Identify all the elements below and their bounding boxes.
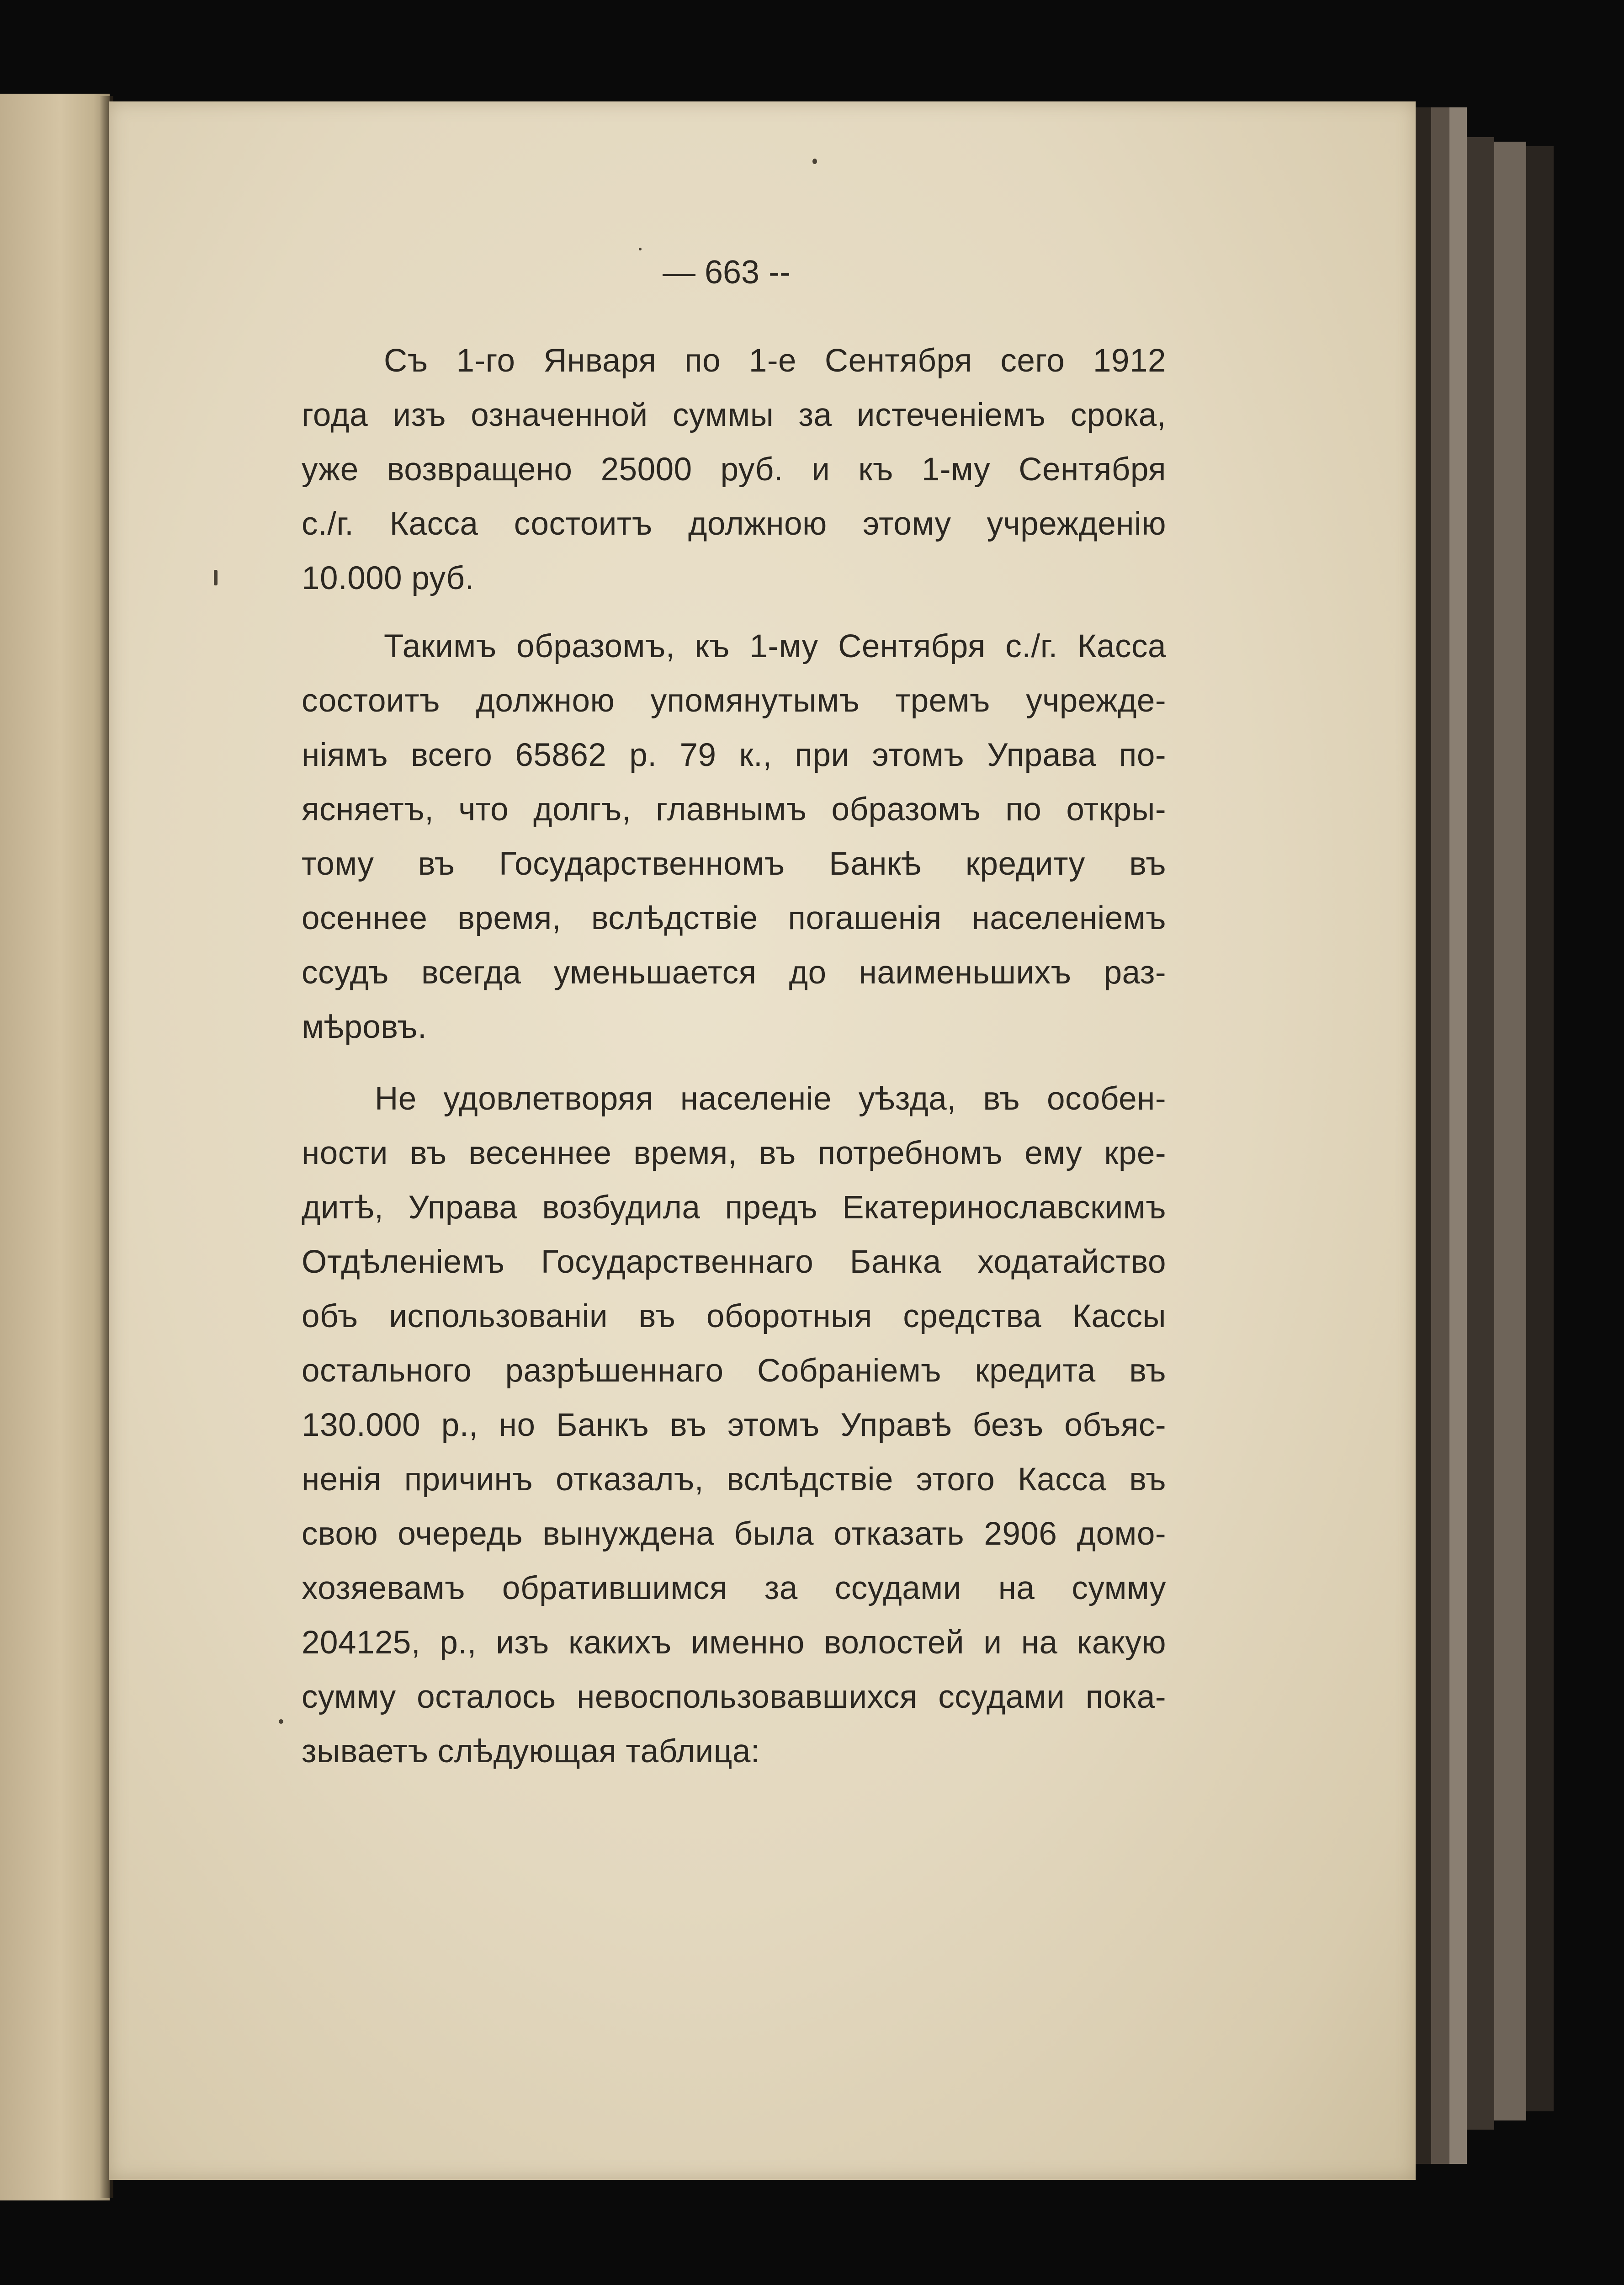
text-line: ніямъ всего 65862 р. 79 к., при этомъ Управа по- xyxy=(302,737,1166,773)
text-line: уже возвращено 25000 руб. и къ 1-му Сентября xyxy=(302,452,1166,488)
paragraph-3 xyxy=(302,1072,1166,1779)
paragraph-2 xyxy=(302,619,1166,1054)
page-edge xyxy=(1449,107,1467,2164)
text-line: 10.000 руб. xyxy=(302,560,474,596)
page-edge xyxy=(1416,107,1431,2164)
text-line: объ использованіи въ оборотныя средства Кассы xyxy=(302,1298,1166,1334)
text-line: ясняетъ, что долгъ, главнымъ образомъ по откры- xyxy=(302,792,1166,828)
left-page-edge xyxy=(0,94,110,2200)
text-line: мѣровъ. xyxy=(302,1009,427,1045)
text-line: остального разрѣшеннаго Собраніемъ кредита въ xyxy=(302,1353,1166,1389)
text-line: с./г. Касса состоитъ должною этому учрежденію xyxy=(302,506,1166,542)
text-line: ссудъ всегда уменьшается до наименьшихъ раз- xyxy=(302,955,1166,991)
ink-speck xyxy=(639,248,642,250)
text-line: осеннее время, вслѣдствіе погашенія населеніемъ xyxy=(302,900,1166,936)
text-line: года изъ означенной суммы за истеченіемъ срока, xyxy=(302,397,1166,433)
page-edge xyxy=(1467,137,1494,2130)
text-line: дитѣ, Управа возбудила предъ Екатеринославскимъ xyxy=(302,1190,1166,1226)
text-line: Отдѣленіемъ Государственнаго Банка ходатайство xyxy=(302,1244,1166,1280)
ink-speck xyxy=(279,1719,283,1724)
text-line: Такимъ образомъ, къ 1-му Сентября с./г. Касса xyxy=(384,628,1166,664)
text-line: ности въ весеннее время, въ потребномъ ему кре- xyxy=(302,1135,1166,1171)
text-line: ненія причинъ отказалъ, вслѣдствіе этого Касса въ xyxy=(302,1461,1166,1498)
text-line: свою очередь вынуждена была отказать 2906 домо- xyxy=(302,1516,1166,1552)
page-edge xyxy=(1526,146,1554,2111)
page-edge xyxy=(1494,142,1526,2120)
ink-speck xyxy=(812,159,817,164)
text-line: тому въ Государственномъ Банкѣ кредиту въ xyxy=(302,846,1166,882)
text-line: Не удовлетворяя населеніе уѣзда, въ особен- xyxy=(375,1081,1166,1117)
text-line: сумму осталось невоспользовавшихся ссудами пока- xyxy=(302,1679,1166,1715)
text-line: состоитъ должною упомянутымъ тремъ учрежде- xyxy=(302,683,1166,719)
text-line: хозяевамъ обратившимся за ссудами на сумму xyxy=(302,1570,1166,1606)
paragraph-1 xyxy=(302,334,1166,606)
text-line: зываетъ слѣдующая таблица: xyxy=(302,1733,760,1770)
page-number: — 663 -- xyxy=(662,254,791,291)
page-edge xyxy=(1431,107,1449,2164)
text-line: 204125, р., изъ какихъ именно волостей и на какую xyxy=(302,1625,1166,1661)
text-line: Съ 1-го Января по 1-е Сентября сего 1912 xyxy=(384,343,1166,379)
ink-speck xyxy=(214,570,218,585)
text-line: 130.000 р., но Банкъ въ этомъ Управѣ безъ объяс- xyxy=(302,1407,1166,1443)
